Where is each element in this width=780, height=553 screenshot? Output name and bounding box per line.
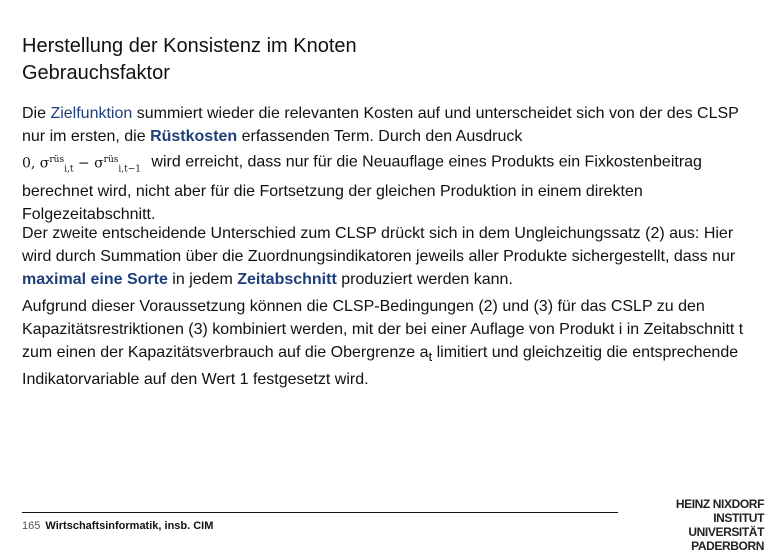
para3-text-2: limitiert und gleichzeitig die entsprechende Indikatorvariable auf den Wert 1 festgesetzt wird.	[22, 344, 739, 389]
slide-title-line2: Gebrauchsfaktor	[22, 62, 170, 84]
footer-divider	[22, 512, 618, 513]
highlight-maximal-eine-sorte: maximal eine Sorte	[22, 271, 168, 288]
para3-text-1: Aufgrund dieser Voraussetzung können die CLSP-Bedingungen (2) und (3) für das CSLP zu den Kapazitätsrestriktionen (3) kombiniert werden, mit der bei einer Auflage von Produkt i in Zeitabschnitt t zum einen der Kapazitätsverbrauch auf die Obergrenze a	[22, 298, 744, 361]
page-number: 165	[22, 520, 41, 532]
setup-cost-expression: 0, $\sigma^{rüs}_{i,t} - \sigma^{rüs}_{i,t-1}$	[22, 155, 141, 175]
logo-line-1: HEINZ NIXDORF INSTITUT	[675, 497, 764, 525]
para2-text-3: produziert werden kann.	[336, 271, 513, 288]
highlight-zeitabschnitt: Zeitabschnitt	[237, 271, 337, 288]
para1-text-3: erfassenden Term. Durch den Ausdruck	[237, 128, 523, 145]
paragraph-inequality-set	[22, 222, 766, 291]
para2-text-1: Der zweite entscheidende Unterschied zum CLSP drückt sich in dem Ungleichungssatz (2) aus: Hier wird durch Summation über die Zuordnungsindikatoren jeweils aller Produkte sichergestellt, dass nur	[22, 225, 736, 265]
para1-text-4: wird erreicht, dass nur für die Neuauflage eines Produkts ein Fixkostenbeitrag berechnet wird, nicht aber für die Fortsetzung der gleichen Produktion in einem direkten Folgezeitabschnitt.	[22, 153, 702, 224]
para2-text-2: in jedem	[167, 271, 238, 288]
highlight-zielfunktion: Zielfunktion	[50, 105, 133, 122]
footer	[22, 519, 213, 533]
slide-title	[22, 33, 762, 87]
para1-text-1: Die	[22, 105, 51, 122]
logo-line-2: UNIVERSITÄT PADERBORN	[688, 525, 764, 553]
slide-title-line1: Herstellung der Konsistenz im Knoten	[22, 35, 357, 57]
paragraph-objective-function	[22, 102, 766, 226]
para3-subscript: t	[428, 349, 433, 365]
footer-label: Wirtschaftsinformatik, insb. CIM	[45, 520, 214, 532]
institute-logo	[628, 497, 764, 553]
paragraph-capacity-restrictions	[22, 295, 766, 391]
para1-text-2: summiert wieder die relevanten Kosten auf und unterscheidet sich von der des CLSP nur im ersten, die	[22, 105, 739, 145]
highlight-ruestkosten: Rüstkosten	[150, 128, 238, 145]
